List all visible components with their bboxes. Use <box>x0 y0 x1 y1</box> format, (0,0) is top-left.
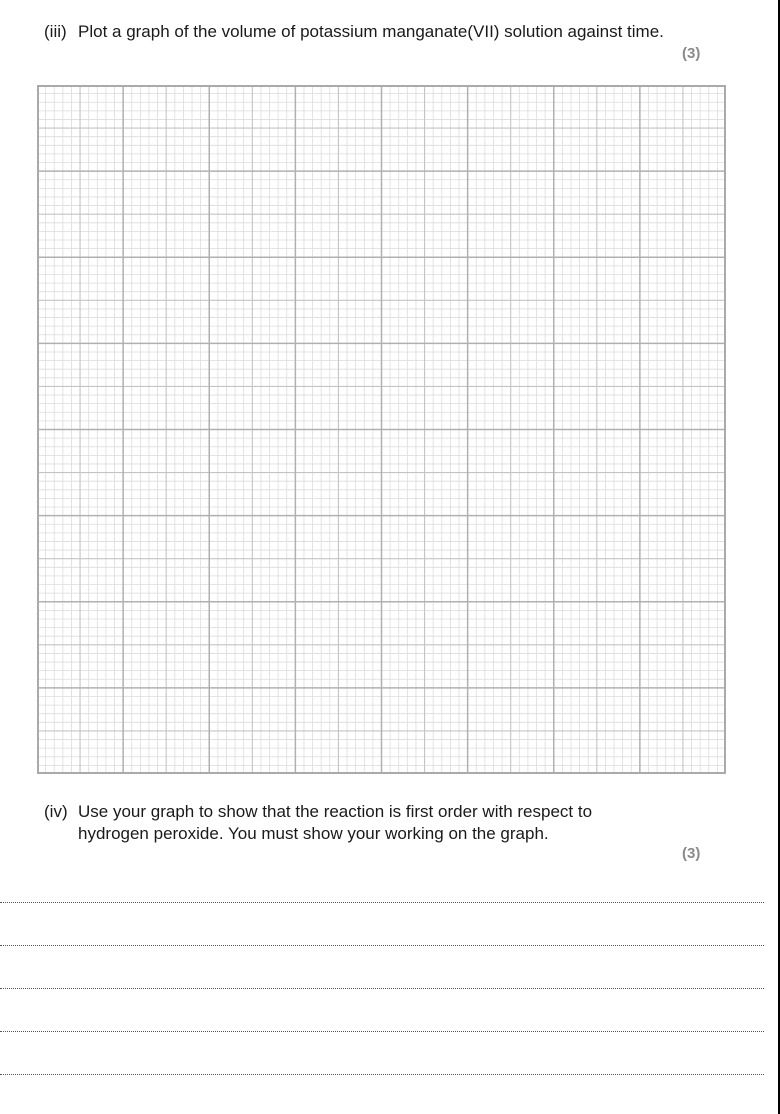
answer-line[interactable] <box>0 945 764 946</box>
question-text <box>78 801 658 845</box>
question-text: Plot a graph of the volume of potassium manganate(VII) solution against time. <box>78 22 664 41</box>
question-text-line-1: Use your graph to show that the reaction is first order with respect to <box>78 802 593 821</box>
answer-line[interactable] <box>0 902 764 903</box>
question-text-line-2: hydrogen peroxide. You must show your working on the graph. <box>78 824 549 843</box>
question-number: (iv) <box>44 802 68 821</box>
answer-line[interactable] <box>0 1074 764 1075</box>
answer-line[interactable] <box>0 1031 764 1032</box>
question-iii <box>44 21 724 45</box>
marks-label: (3) <box>682 845 701 862</box>
question-iv <box>44 801 664 847</box>
graph-paper-grid[interactable] <box>37 85 726 774</box>
question-number: (iii) <box>44 22 67 41</box>
answer-line[interactable] <box>0 988 764 989</box>
marks-label: (3) <box>682 45 701 62</box>
